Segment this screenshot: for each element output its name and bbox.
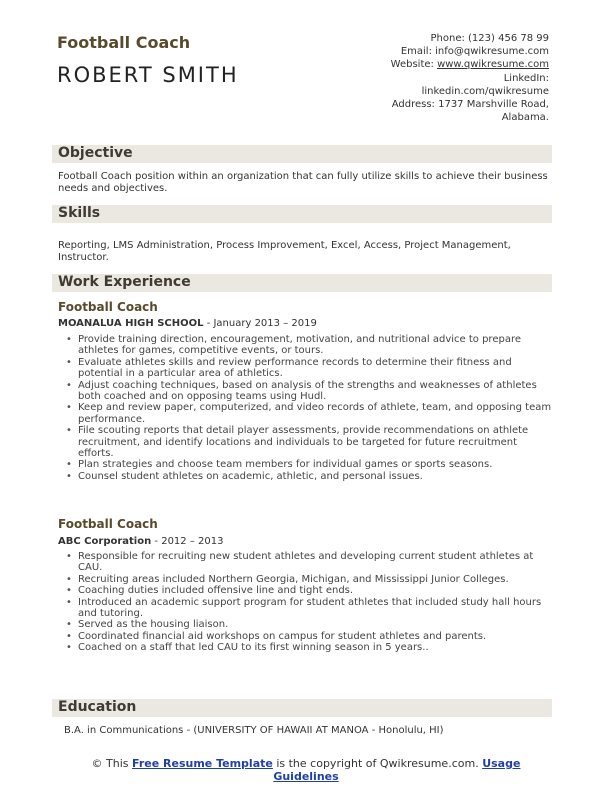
header-job-title: Football Coach [57,33,191,52]
contact-phone: Phone: (123) 456 78 99 [430,33,549,44]
job-role-1: Football Coach [58,300,158,314]
job-org-line-1 [58,318,317,329]
job-role-2: Football Coach [58,517,158,531]
list-item: • Provide training direction, encouragement, motivation, and nutritional advice to prepare athletes for games, competitive events, or tours. [64,334,554,357]
job-dates-1: - January 2013 – 2019 [203,318,317,329]
usage-guidelines-link-part2[interactable]: Guidelines [273,770,339,783]
education-text: B.A. in Communications - (UNIVERSITY OF HAWAII AT MANOA - Honolulu, HI) [64,725,444,736]
job-bullets-2 [64,551,554,654]
objective-text: Football Coach position within an organization that can fully utilize skills to achieve their business needs and objectives. [58,171,548,194]
free-resume-template-link[interactable]: Free Resume Template [132,757,273,770]
job-org-1: MOANALUA HIGH SCHOOL [58,318,204,329]
footer-copyright [0,757,612,783]
list-item: • Responsible for recruiting new student athletes and developing current student athletes at CAU. [64,551,554,574]
contact-email: Email: info@qwikresume.com [400,46,549,58]
list-item: • Adjust coaching techniques, based on analysis of the strengths and weaknesses of athletes both coached and on opposing teams using Hudl. [64,380,554,403]
footer-prefix: © This [91,757,133,770]
contact-block [249,32,549,124]
list-item: • Coached on a staff that led CAU to its first winning season in 5 years.. [64,642,554,653]
section-title-education: Education [58,699,137,715]
list-item: • Keep and review paper, computerized, and video records of athlete, team, and opposing team performance. [64,402,554,425]
footer-middle: is the copyright of Qwikresume.com. [272,757,483,770]
section-bar-skills [52,205,552,223]
section-title-experience: Work Experience [58,274,191,290]
contact-linkedin-label: LinkedIn: [503,72,549,84]
list-item: • Served as the housing liaison. [64,619,554,630]
section-title-objective: Objective [58,145,133,161]
list-item: • Recruiting areas included Northern Georgia, Michigan, and Mississippi Junior Colleges. [64,574,554,585]
list-item: • Coordinated financial aid workshops on campus for student athletes and parents. [64,631,554,642]
list-item: • Counsel student athletes on academic, athletic, and personal issues. [64,471,554,482]
list-item: • Evaluate athletes skills and review performance records to determine their fitness and potential in a particular area of athletics. [64,357,554,380]
job-dates-2: - 2012 – 2013 [151,536,224,547]
list-item: • Coaching duties included offensive line and tight ends. [64,585,554,596]
contact-website-label: Website: [390,59,438,71]
job-org-line-2 [58,536,223,547]
job-bullets-1 [64,334,554,482]
list-item: • File scouting reports that detail player assessments, provide recommendations on athlete recruitment, and identify locations and individuals to be targeted for future recruitment efforts. [64,425,554,459]
job-org-2: ABC Corporation [58,536,152,547]
candidate-name: ROBERT SMITH [57,63,239,87]
contact-address-line2: Alabama. [501,112,549,124]
contact-website-link[interactable]: www.qwikresume.com [437,59,549,71]
list-item: • Introduced an academic support program for student athletes that included study hall hours and tutoring. [64,597,554,620]
list-item: • Plan strategies and choose team members for individual games or sports seasons. [64,459,554,470]
contact-linkedin: linkedin.com/qwikresume [421,85,549,97]
usage-guidelines-link-part1[interactable]: Usage [482,757,521,770]
contact-website-row [249,58,549,71]
section-title-skills: Skills [58,205,101,221]
contact-address: Address: 1737 Marshville Road, [391,99,549,111]
skills-text: Reporting, LMS Administration, Process Improvement, Excel, Access, Project Management, Instructor. [58,240,511,263]
